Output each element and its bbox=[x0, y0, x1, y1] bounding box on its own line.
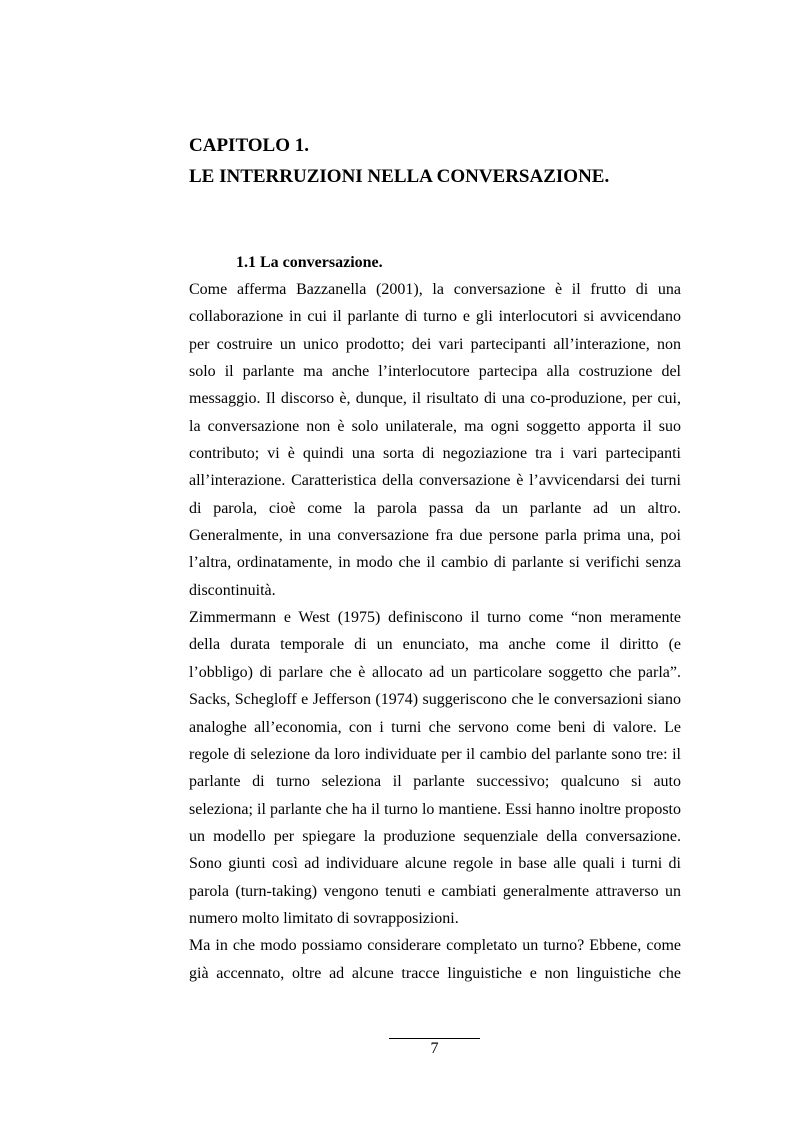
text-line: contributo; vi è quindi una sorta di negoziazione tra i vari partecipanti bbox=[189, 445, 681, 463]
text-line: un modello per spiegare la produzione sequenziale della conversazione. bbox=[189, 827, 681, 845]
text-line: per costruire un unico prodotto; dei vari partecipanti all’interazione, non bbox=[189, 335, 681, 353]
text-line: la conversazione non è solo unilaterale, ma ogni soggetto apporta il suo bbox=[189, 417, 681, 435]
body-text bbox=[189, 276, 681, 987]
chapter-number: CAPITOLO 1. bbox=[189, 135, 310, 156]
text-line: l’altra, ordinatamente, in modo che il cambio di parlante si verifichi senza bbox=[189, 554, 681, 572]
text-line: parlante di turno seleziona il parlante successivo; qualcuno si auto bbox=[189, 773, 681, 791]
text-line: parola (turn-taking) vengono tenuti e cambiati generalmente attraverso un bbox=[189, 882, 681, 900]
page-number: 7 bbox=[430, 1040, 439, 1057]
text-line: solo il parlante ma anche l’interlocutore partecipa alla costruzione del bbox=[189, 363, 681, 381]
text-line: numero molto limitato di sovrapposizioni. bbox=[189, 909, 459, 927]
text-line: di parola, cioè come la parola passa da un parlante ad un altro. bbox=[189, 499, 681, 517]
text-line: seleziona; il parlante che ha il turno lo mantiene. Essi hanno inoltre proposto bbox=[189, 800, 681, 818]
text-line: messaggio. Il discorso è, dunque, il risultato di una co-produzione, per cui, bbox=[189, 390, 681, 408]
chapter-heading bbox=[189, 130, 689, 192]
text-line: regole di selezione da loro individuate per il cambio del parlante sono tre: il bbox=[189, 745, 681, 763]
text-line: Sacks, Schegloff e Jefferson (1974) suggeriscono che le conversazioni siano bbox=[189, 691, 681, 709]
text-line: già accennato, oltre ad alcune tracce linguistiche e non linguistiche che bbox=[189, 964, 681, 982]
text-line: l’obbligo) di parlare che è allocato ad un particolare soggetto che parla”. bbox=[189, 663, 681, 681]
text-line: Generalmente, in una conversazione fra due persone parla prima una, poi bbox=[189, 527, 681, 545]
text-line: Zimmermann e West (1975) definiscono il turno come “non meramente bbox=[189, 609, 681, 627]
section-title: 1.1 La conversazione. bbox=[236, 254, 383, 271]
text-line: Come afferma Bazzanella (2001), la conversazione è il frutto di una bbox=[189, 281, 681, 298]
chapter-title: LE INTERRUZIONI NELLA CONVERSAZIONE. bbox=[189, 166, 610, 187]
text-line: della durata temporale di un enunciato, ma anche come il diritto (e bbox=[189, 636, 681, 654]
text-line: all’interazione. Caratteristica della conversazione è l’avvicendarsi dei turni bbox=[189, 472, 681, 490]
text-line: Ma in che modo possiamo considerare completato un turno? Ebbene, come bbox=[189, 937, 681, 955]
text-line: discontinuità. bbox=[189, 581, 276, 599]
text-line: Sono giunti così ad individuare alcune regole in base alle quali i turni di bbox=[189, 855, 681, 873]
text-line: analoghe all’economia, con i turni che servono come beni di valore. Le bbox=[189, 718, 681, 736]
text-line: collaborazione in cui il parlante di turno e gli interlocutori si avvicendano bbox=[189, 308, 681, 326]
